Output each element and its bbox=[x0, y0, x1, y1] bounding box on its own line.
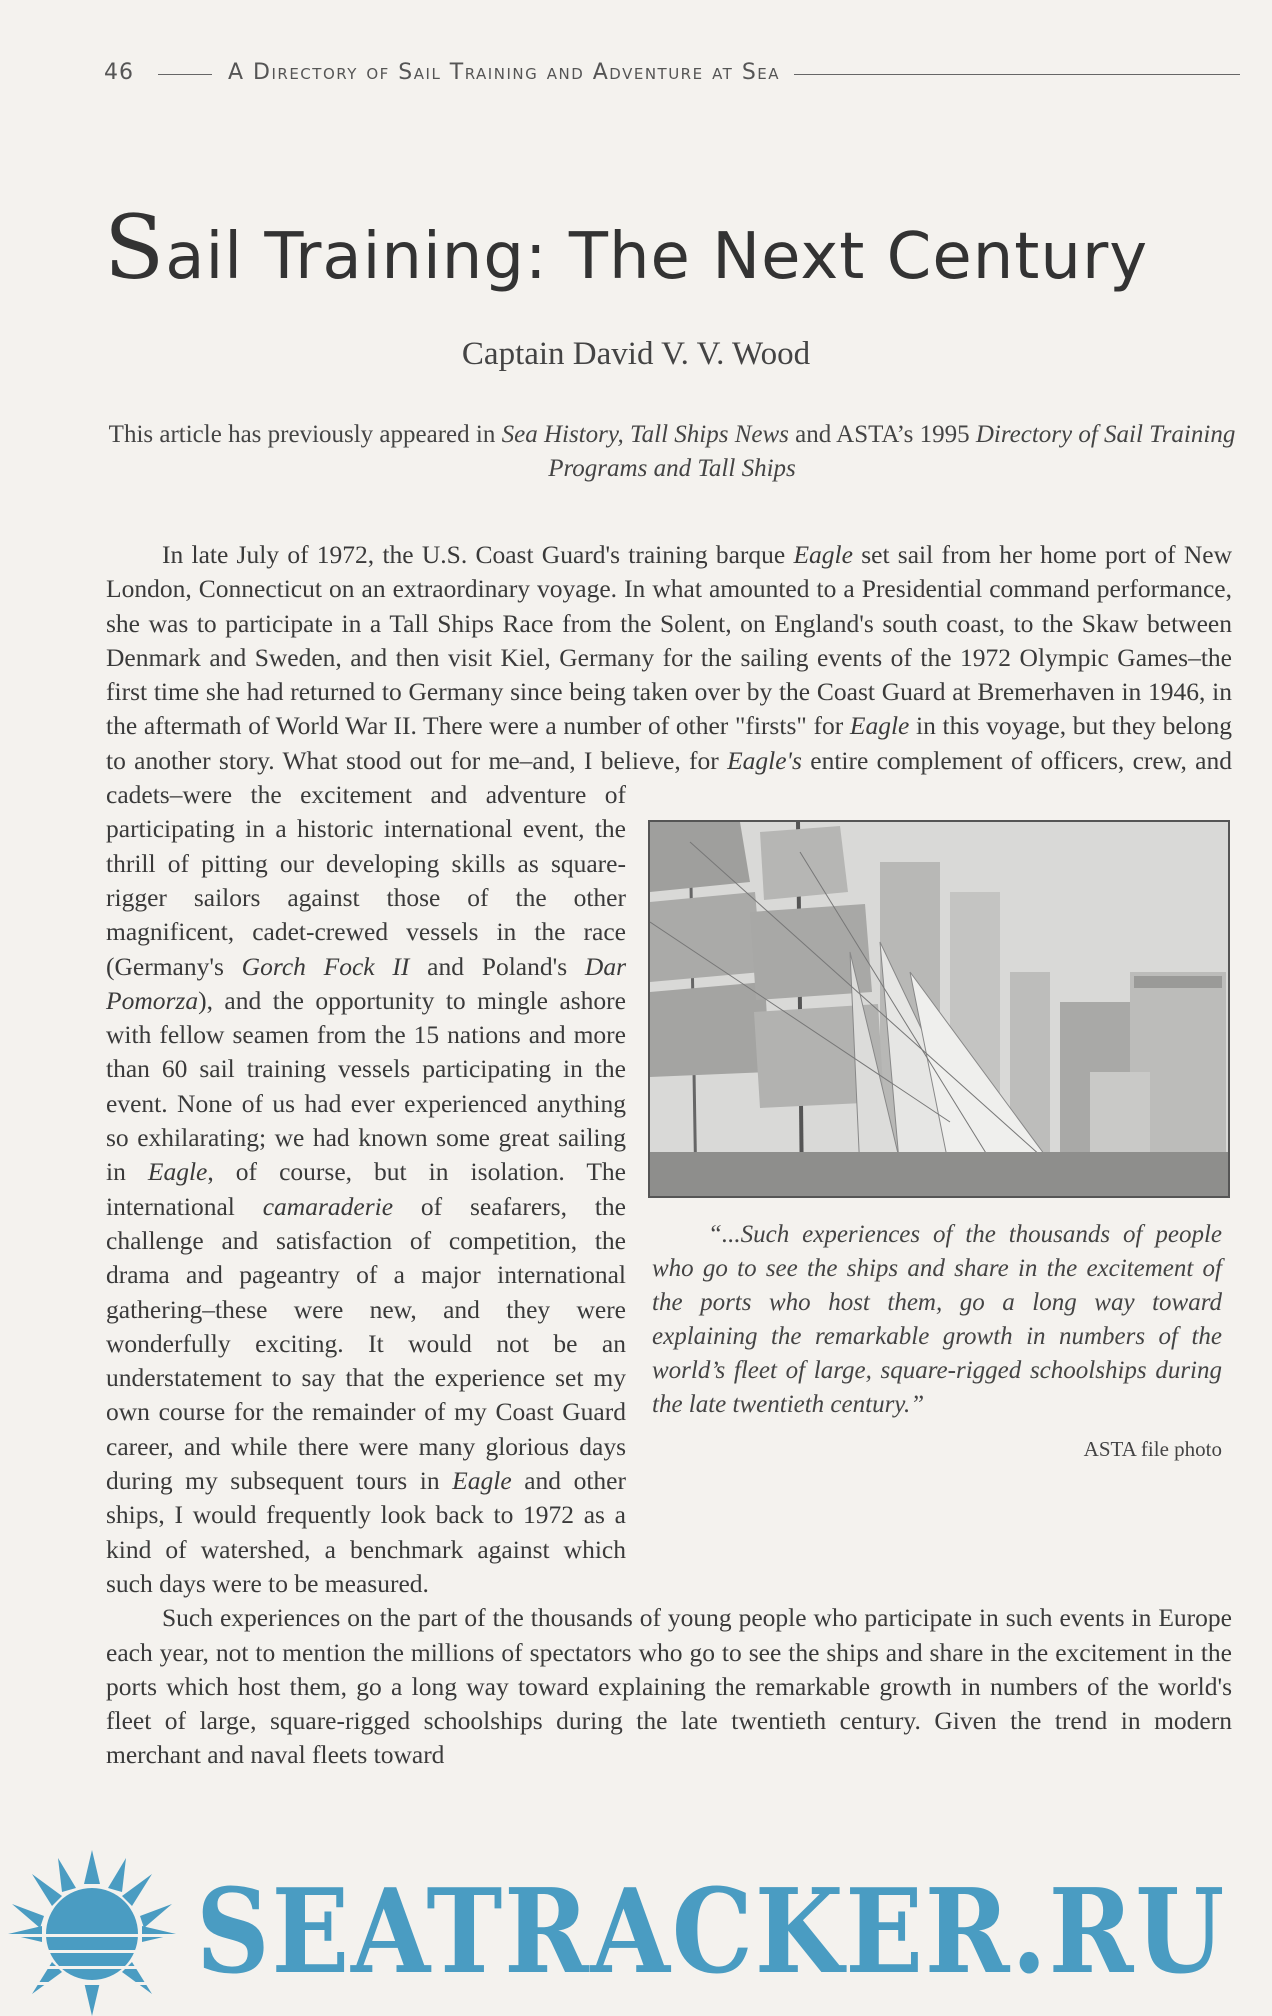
note-text-1: This article has previously appeared in bbox=[108, 421, 502, 448]
publication-note bbox=[104, 418, 1240, 486]
title-rest: ail Training: The Next Century bbox=[165, 220, 1149, 294]
p1-text-g: entire complement of officers, crew, and cadets–were the excitement and adventure of participating in a historic international event, the thrill of pitting our developing skills as square-rigger sailors against those of the other magnificent, cadet-crewed vessels in the race (Germany's bbox=[106, 745, 1232, 981]
header-rule-long bbox=[794, 74, 1240, 75]
watermark-text: SEATRACKER.RU bbox=[196, 1864, 1227, 2000]
note-italic-1: Sea History, Tall Ships News bbox=[501, 421, 789, 448]
italic-word: camaraderie bbox=[262, 1191, 394, 1221]
photo-credit: ASTA file photo bbox=[1083, 1437, 1222, 1462]
p1-text-q: and other ships, I would frequently look back to 1972 as a kind of watershed, a benchmark against which such days were to be measured. bbox=[106, 1466, 626, 1598]
p1-text-i: and Poland's bbox=[409, 951, 585, 981]
p1-text-c: set sail from her home port of New London, Connecticut on an extraordinary voyage. In what amounted to a Presidential command performance, she was to participate in a Tall Ships Race from the Solent, on England's south coast, to the Skaw between Denmark and Sweden, and then visit Kiel, Germany for the sailing events of the 1972 Olympic Games–the first time she had returned to Germany since being taken over by the Coast Guard at Bremerhaven in 1946, in the aftermath of World War II. There were a number of other "firsts" for bbox=[106, 540, 1232, 741]
ship-name: Eagle bbox=[452, 1466, 512, 1496]
paragraph-1 bbox=[106, 538, 1232, 1601]
ship-name: Gorch Fock II bbox=[241, 951, 410, 981]
note-italic-2: Directory of Sail Training Programs and Tall Ships bbox=[548, 421, 1236, 482]
title-initial: S bbox=[104, 196, 166, 299]
ship-name: Dar Pomorza bbox=[106, 951, 626, 1015]
header-rule-short bbox=[158, 74, 212, 75]
ship-name: Eagle bbox=[147, 1157, 208, 1187]
figure bbox=[648, 820, 1232, 1566]
ship-name: Eagle bbox=[793, 540, 853, 569]
ship-name: Eagle bbox=[849, 711, 910, 741]
p1-text-m: , of course, but in isolation. The international bbox=[106, 1157, 626, 1221]
running-header bbox=[104, 60, 1240, 100]
paragraph-2: Such experiences on the part of the thousands of young people who participate in such events in Europe each year, not to mention the millions of spectators who go to see the ships and share in the excitement in the ports which host them, go a long way toward explaining the remarkable growth in numbers of the world's fleet of large, square-rigged schoolships during the late twentieth century. Given the trend in modern merchant and naval fleets toward bbox=[106, 1603, 1232, 1770]
photo-caption: “...Such experiences of the thousands of people who go to see the ships and share in the excitement of the ports who host them, go a long way toward explaining the remarkable growth in numbers of the world’s fleet of large, square-rigged schoolships during the late twentieth century.” bbox=[652, 1221, 1222, 1419]
article-body bbox=[106, 538, 1232, 1773]
p1-text-e: in this voyage, but they belong to another story. What stood out for me–and, I believe, for bbox=[106, 711, 1232, 775]
tall-ship-photo bbox=[648, 820, 1230, 1198]
running-title: A Directory of Sail Training and Adventure at Sea bbox=[228, 60, 781, 85]
note-text-2: and ASTA’s 1995 bbox=[788, 421, 976, 448]
ship-name: Eagle's bbox=[727, 745, 802, 775]
photo-illustration bbox=[650, 822, 1228, 1196]
p1-text-k: ), and the opportunity to mingle ashore with fellow seamen from the 15 nations and more than 60 sail training vessels participating in the event. None of us had ever experienced anything so exhilarating; we had known some great sailing in bbox=[106, 985, 626, 1187]
article-title bbox=[104, 196, 1240, 299]
page-number: 46 bbox=[104, 60, 134, 85]
p1-text-o: of seafarers, the challenge and satisfaction of competition, the drama and pageantry of a major international gathering–these were new, and they were wonderfully exciting. It would not be an understatement to say that the experience set my own course for the remainder of my Coast Guard career, and while there were many glorious days during my subsequent tours in bbox=[106, 1191, 626, 1496]
author-byline: Captain David V. V. Wood bbox=[461, 336, 811, 372]
p1-text-a: In late July of 1972, the U.S. Coast Guard's training barque bbox=[162, 540, 794, 569]
